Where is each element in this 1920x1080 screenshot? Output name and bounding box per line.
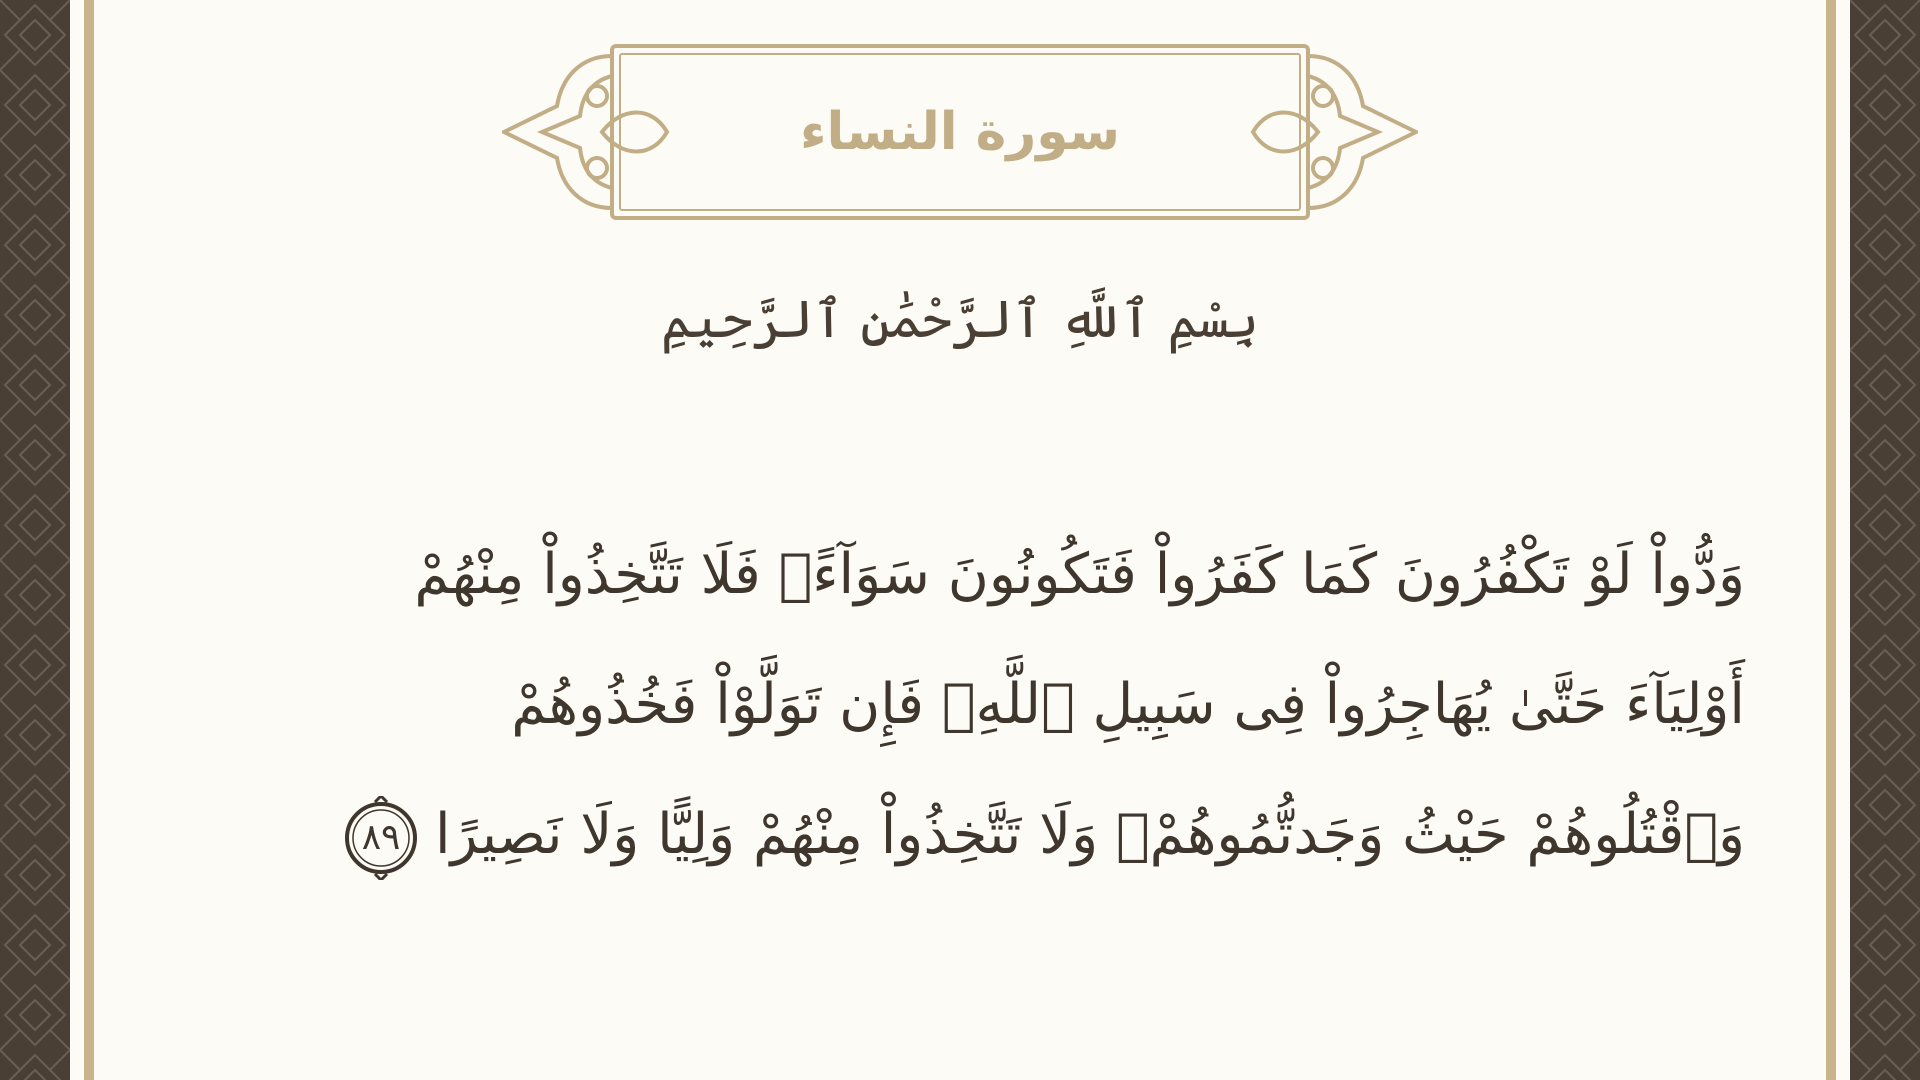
surah-title: سورة النساء <box>799 102 1121 162</box>
basmala: بِسْمِ ٱللَّهِ ٱلرَّحْمَٰنِ ٱلرَّحِيمِ <box>660 290 1260 350</box>
verse-line-1: وَدُّواْ لَوْ تَكْفُرُونَ كَمَا كَفَرُواْ فَتَكُونُونَ سَوَآءًۖ فَلَا تَتَّخِذُواْ مِنْهُمْ <box>414 542 1745 607</box>
right-ornamental-border <box>1850 0 1920 1080</box>
mushaf-page <box>70 0 1850 1080</box>
ayah-number: ٨٩ <box>361 816 401 858</box>
verse-line-3 <box>200 770 1745 900</box>
right-gold-rule <box>1826 0 1836 1080</box>
surah-header <box>502 36 1418 228</box>
ayah-end-marker <box>339 796 423 880</box>
verse-line-2: أَوْلِيَآءَ حَتَّىٰ يُهَاجِرُواْ فِى سَبِيلِ ٱللَّهِۚ فَإِن تَوَلَّوْاْ فَخُذُوهُمْ <box>511 672 1745 737</box>
verse-line-3-text: وَٱقْتُلُوهُمْ حَيْثُ وَجَدتُّمُوهُمْۖ وَلَا تَتَّخِذُواْ مِنْهُمْ وَلِيًّا وَلَا نَصِيرًا <box>435 802 1745 867</box>
left-ornamental-border <box>0 0 70 1080</box>
verse-text <box>200 510 1745 900</box>
left-gold-rule <box>84 0 94 1080</box>
